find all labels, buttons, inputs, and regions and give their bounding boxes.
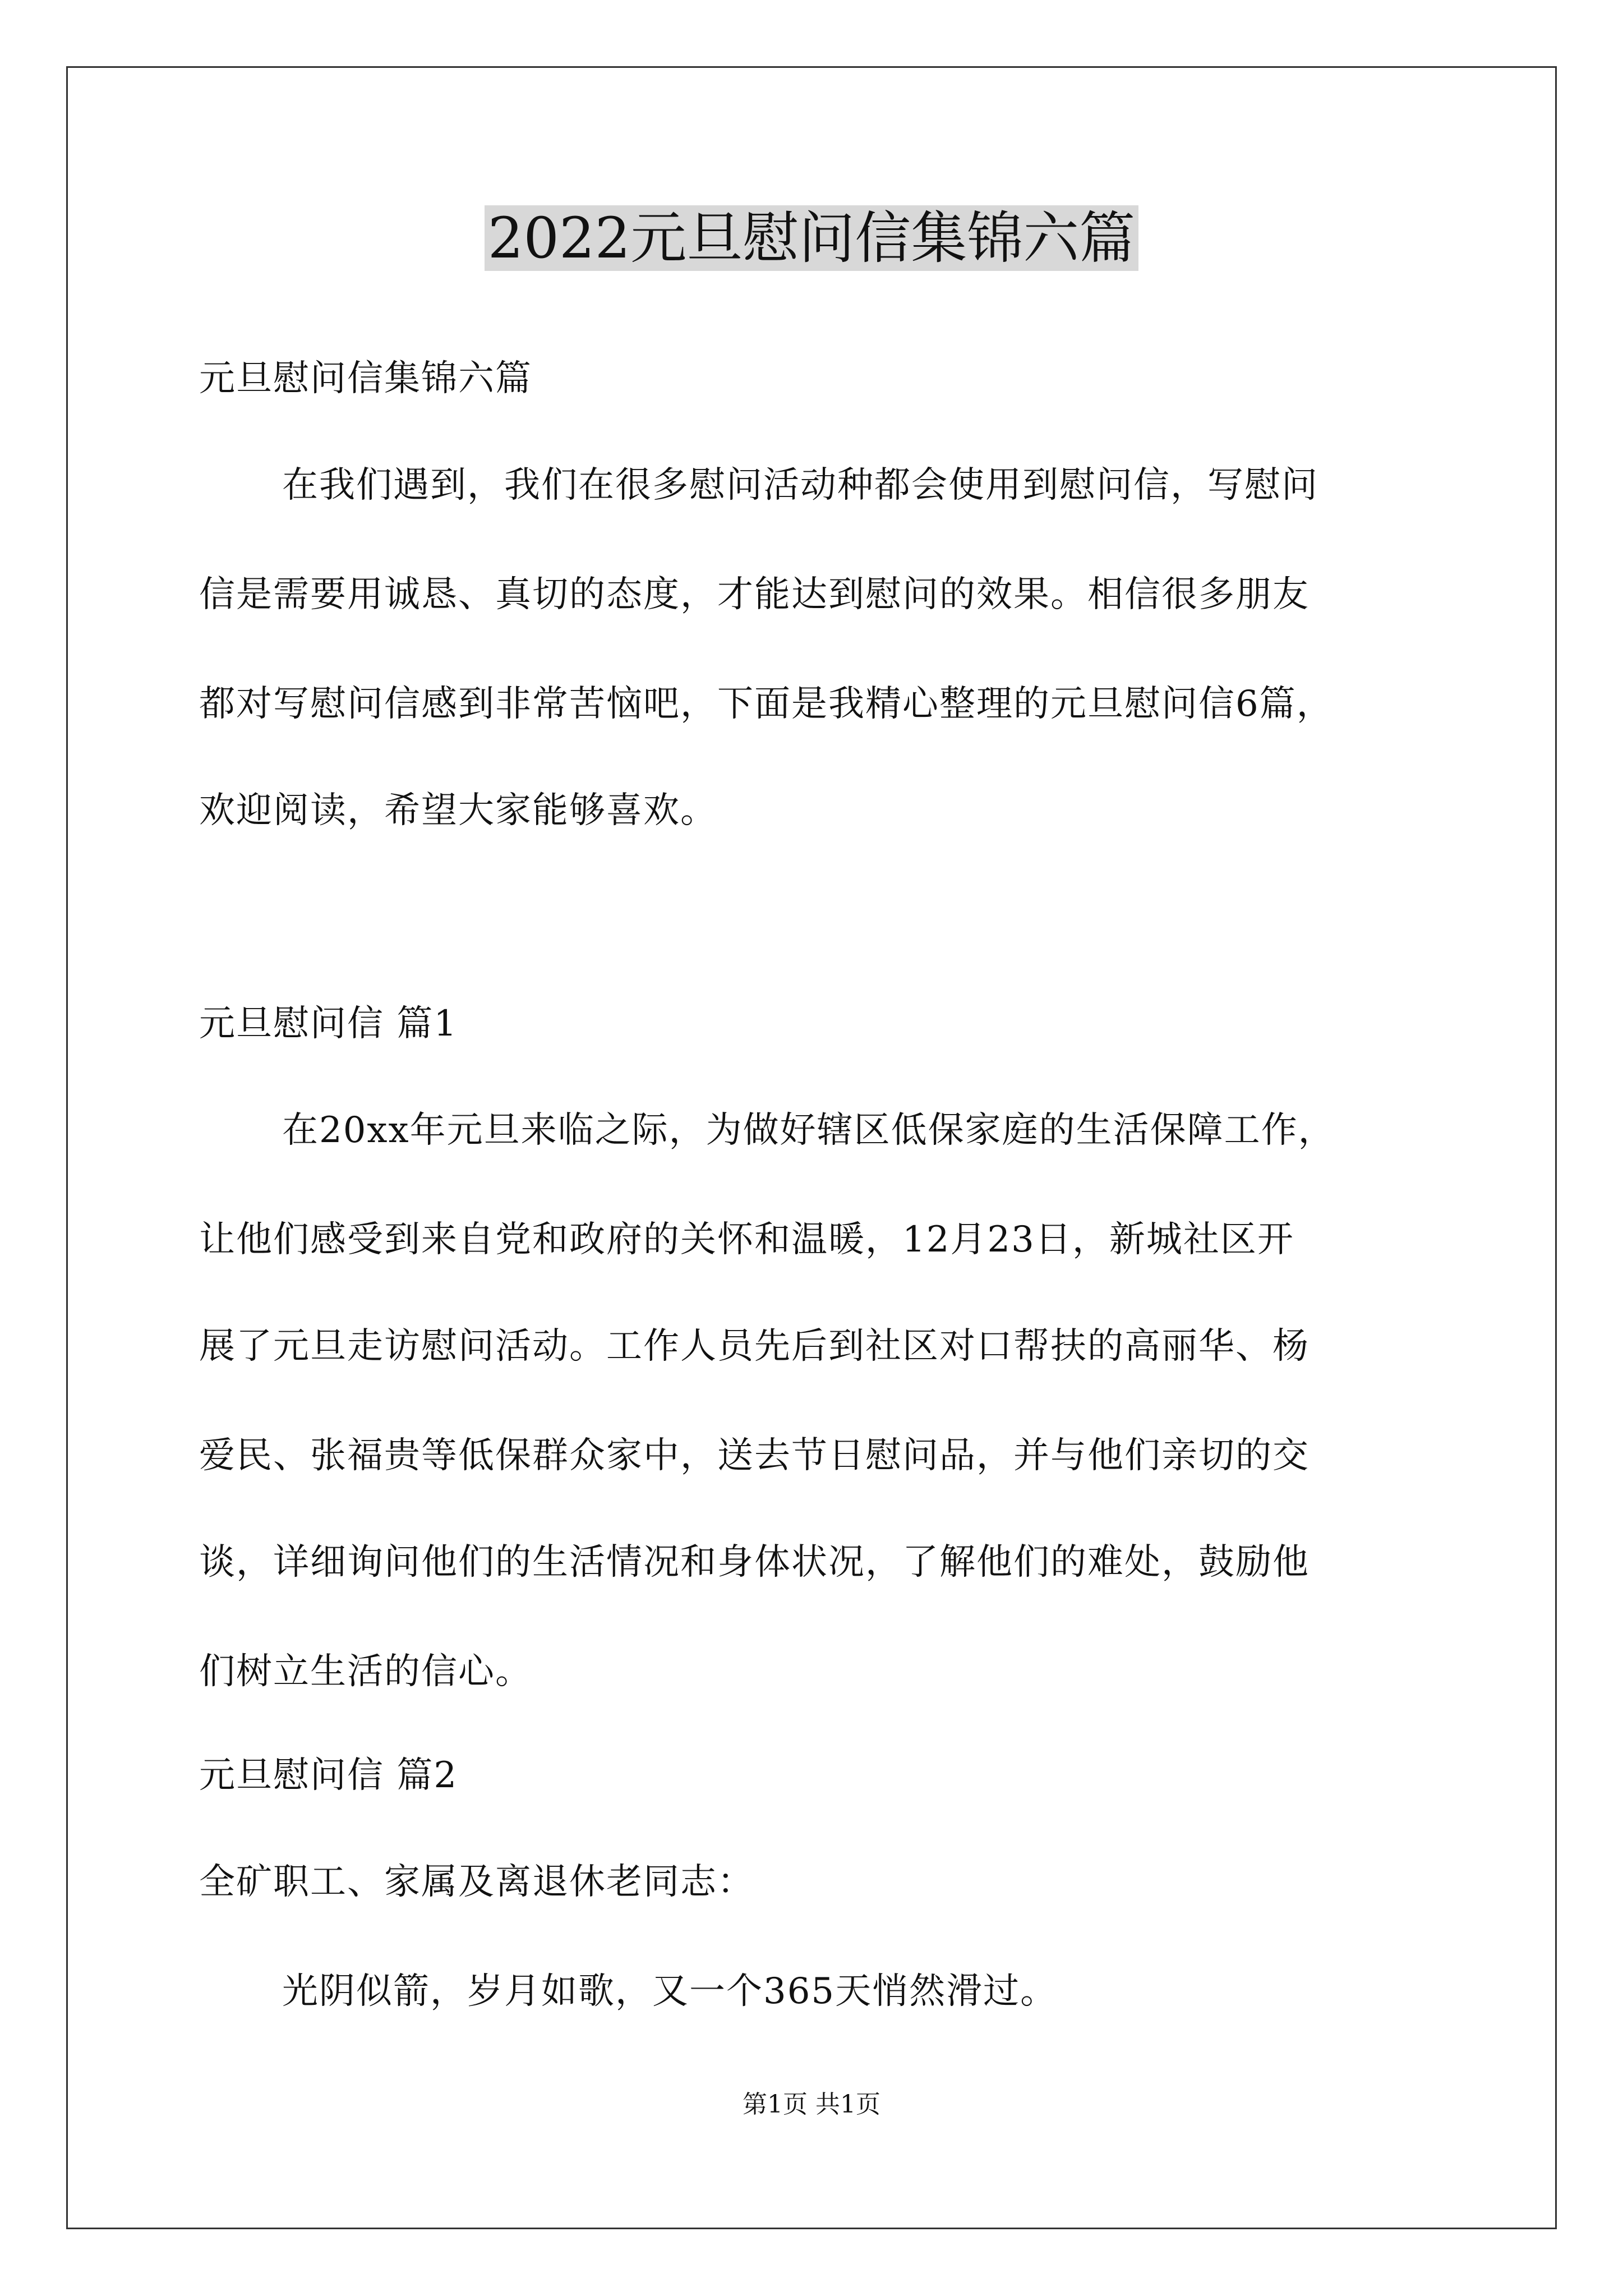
section1-line-1: 在20xx年元旦来临之际，为做好辖区低保家庭的生活保障工作，	[282, 1110, 1335, 1151]
section1-line-2: 让他们感受到来自党和政府的关怀和温暖，12月23日，新城社区开	[199, 1219, 1294, 1260]
section1-heading: 元旦慰问信 篇1	[199, 1003, 458, 1045]
intro-line-2: 信是需要用诚恳、真切的态度，才能达到慰问的效果。相信很多朋友	[199, 574, 1310, 615]
section1-line-6: 们树立生活的信心。	[199, 1651, 532, 1692]
page-footer: 第1页 共1页	[743, 2090, 880, 2119]
section2-line-1: 光阴似箭，岁月如歌，又一个365天悄然滑过。	[282, 1971, 1058, 2012]
document-title	[0, 199, 1623, 278]
intro-line-3: 都对写慰问信感到非常苦恼吧，下面是我精心整理的元旦慰问信6篇，	[199, 683, 1334, 725]
section1-line-3: 展了元旦走访慰问活动。工作人员先后到社区对口帮扶的高丽华、杨	[199, 1326, 1310, 1367]
document-subtitle: 元旦慰问信集锦六篇	[199, 358, 532, 399]
document-title-text: 2022元旦慰问信集锦六篇	[485, 205, 1139, 271]
section2-salutation: 全矿职工、家属及离退休老同志：	[199, 1861, 754, 1903]
intro-line-1: 在我们遇到，我们在很多慰问活动种都会使用到慰问信，写慰问	[282, 464, 1318, 506]
section1-line-5: 谈，详细询问他们的生活情况和身体状况，了解他们的难处，鼓励他	[199, 1542, 1310, 1583]
intro-line-4: 欢迎阅读，希望大家能够喜欢。	[199, 790, 717, 831]
section1-line-4: 爱民、张福贵等低保群众家中，送去节日慰问品，并与他们亲切的交	[199, 1435, 1310, 1476]
section2-heading: 元旦慰问信 篇2	[199, 1755, 458, 1796]
